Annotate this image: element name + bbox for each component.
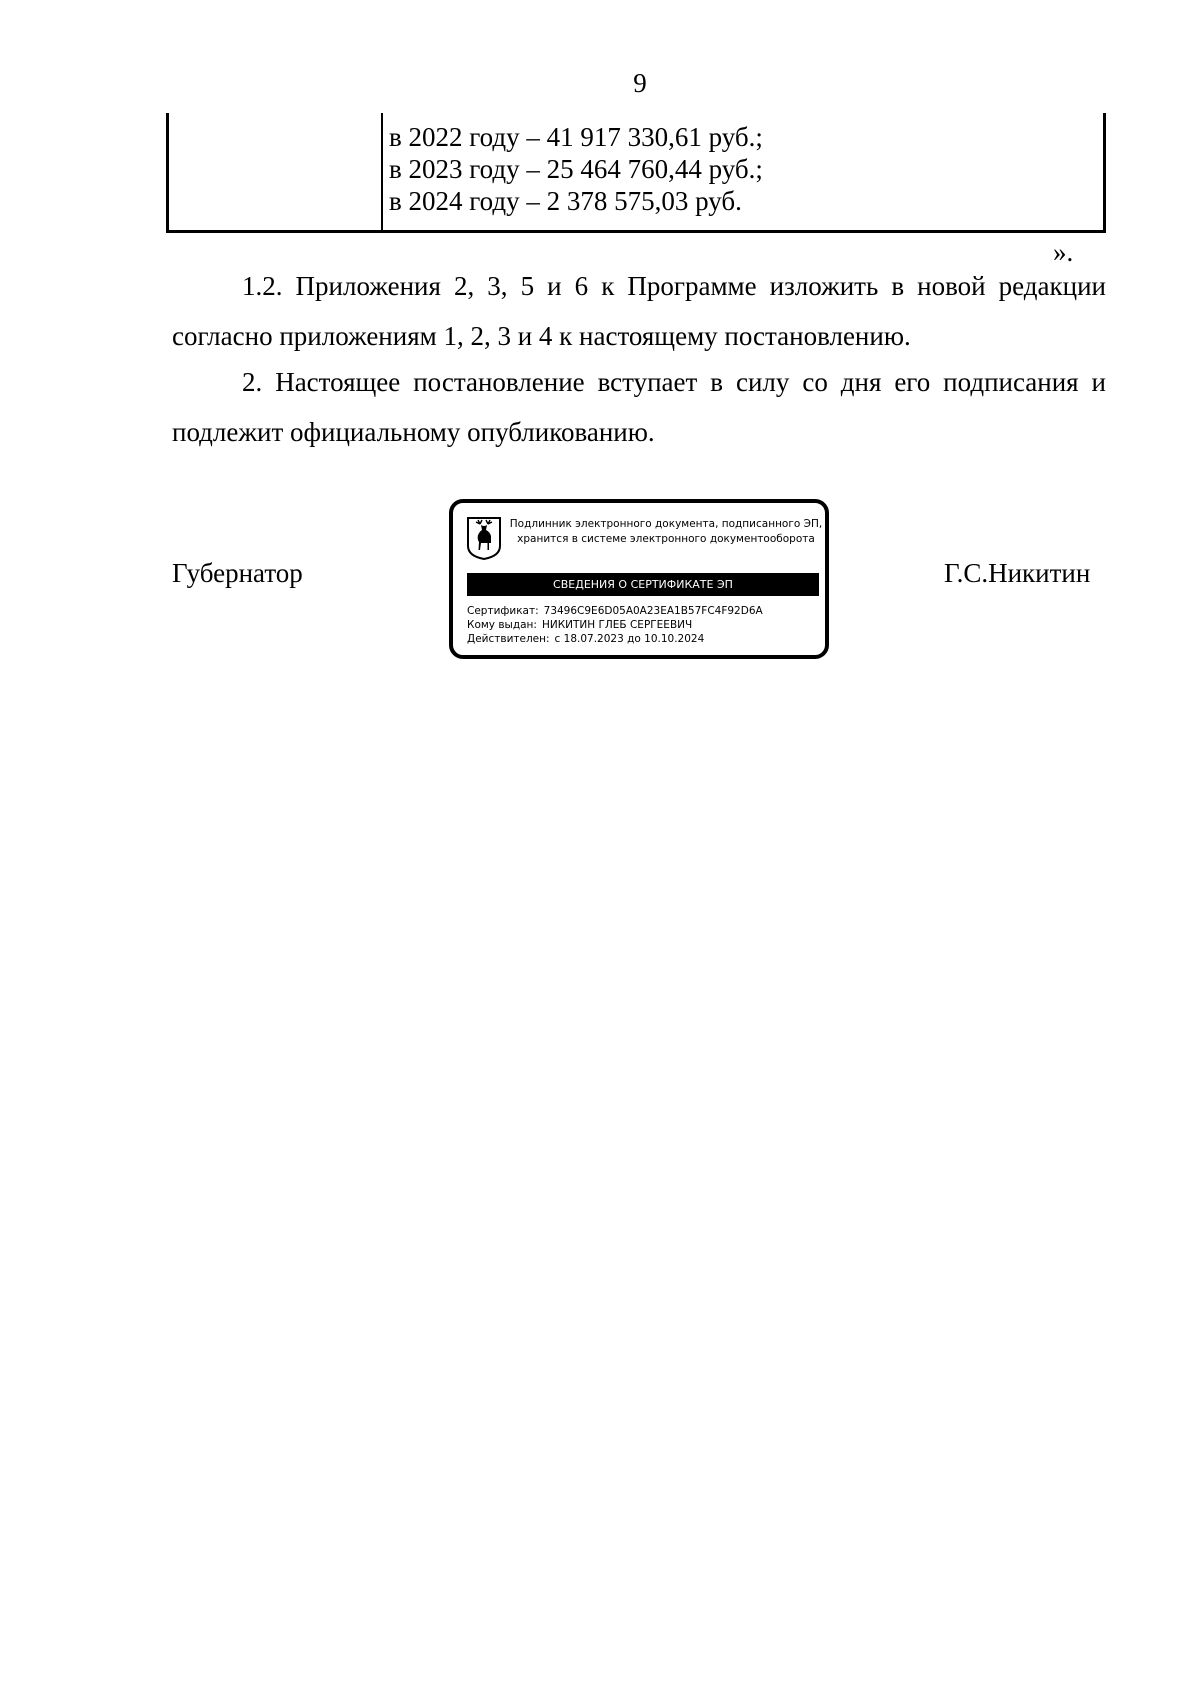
signatory-name: Г.С.Никитин bbox=[944, 558, 1091, 588]
issued-to-value: НИКИТИН ГЛЕБ СЕРГЕЕВИЧ bbox=[541, 619, 693, 631]
electronic-signature-stamp bbox=[449, 499, 829, 659]
certificate-info-bar: СВЕДЕНИЯ О СЕРТИФИКАТЕ ЭП bbox=[467, 573, 819, 596]
certificate-row bbox=[467, 604, 763, 618]
certificate-label: Сертификат: bbox=[467, 605, 539, 617]
stamp-header bbox=[507, 517, 825, 547]
stamp-header-line-1: Подлинник электронного документа, подписанного ЭП, bbox=[509, 518, 823, 530]
validity-row bbox=[467, 632, 763, 646]
issued-to-label: Кому выдан: bbox=[467, 619, 537, 631]
validity-value: с 18.07.2023 до 10.10.2024 bbox=[554, 633, 705, 645]
funding-line-2023: в 2023 году – 25 464 760,44 руб.; bbox=[389, 154, 763, 184]
signatory-title: Губернатор bbox=[172, 558, 303, 588]
paragraph-2: 2. Настоящее постановление вступает в силу со дня его подписания и подлежит официальному опубликованию. bbox=[172, 367, 1106, 447]
paragraph-1-2: 1.2. Приложения 2, 3, 5 и 6 к Программе изложить в новой редакции согласно приложениям 1, 2, 3 и 4 к настоящему постановлению. bbox=[172, 271, 1106, 351]
closing-quote: ». bbox=[1053, 237, 1074, 267]
issued-to-row bbox=[467, 618, 763, 632]
table-funding-lines bbox=[389, 121, 763, 217]
page-number: 9 bbox=[633, 68, 647, 98]
validity-label: Действителен: bbox=[467, 633, 550, 645]
certificate-value: 73496C9E6D05A0A23EA1B57FC4F92D6A bbox=[543, 605, 763, 617]
budget-table-fragment bbox=[166, 113, 1106, 233]
certificate-details bbox=[467, 604, 763, 646]
coat-of-arms-deer-icon bbox=[466, 516, 502, 560]
funding-line-2024: в 2024 году – 2 378 575,03 руб. bbox=[389, 186, 742, 216]
funding-line-2022: в 2022 году – 41 917 330,61 руб.; bbox=[389, 122, 763, 152]
stamp-header-line-2: хранится в системе электронного документооборота bbox=[517, 533, 815, 545]
table-column-divider bbox=[381, 113, 383, 230]
